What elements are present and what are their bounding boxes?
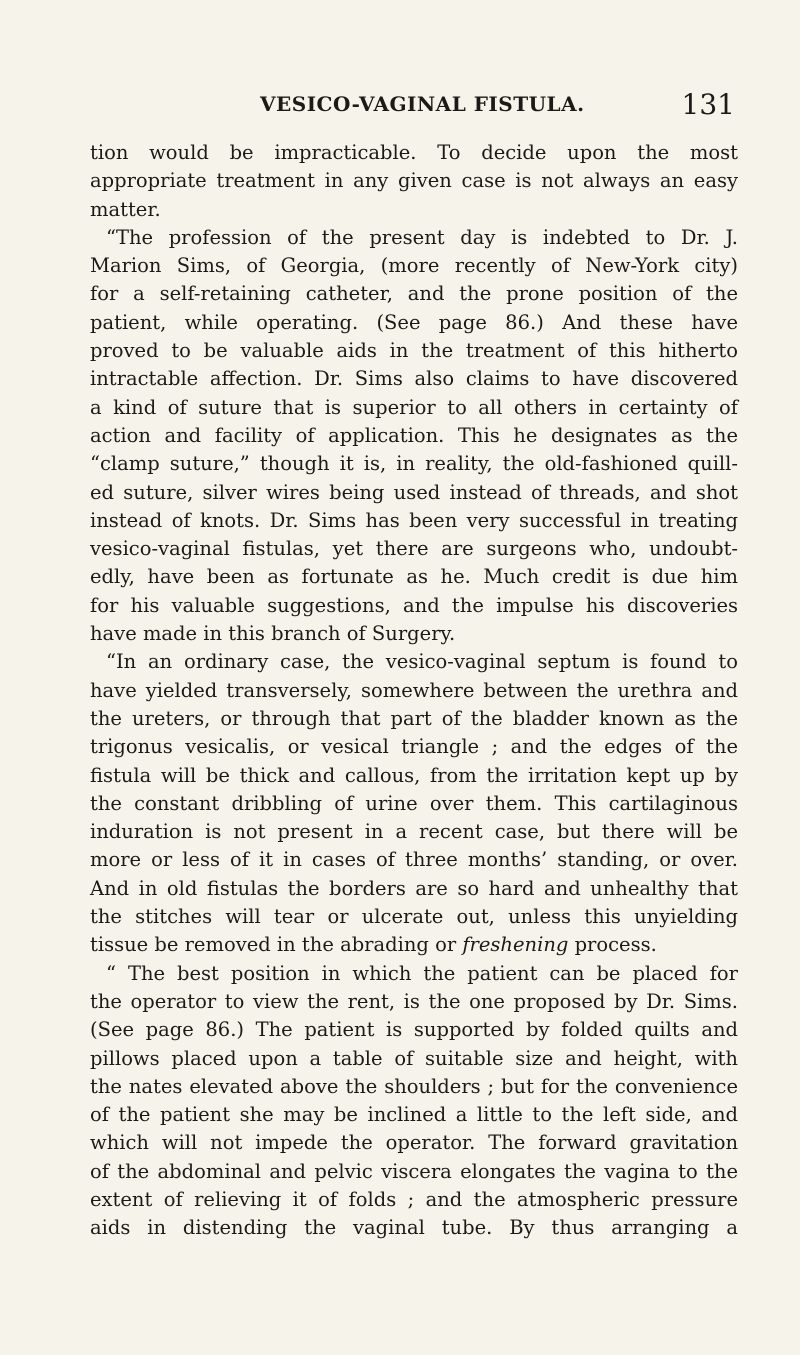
text-line: action and facility of application. This he designates as the — [90, 423, 738, 447]
text-line: (See page 86.) The patient is supported by folded quilts and — [90, 1018, 738, 1042]
text-line: the stitches will tear or ulcerate out, unless this unyielding — [90, 905, 738, 929]
body-text — [90, 139, 738, 1243]
text-line: trigonus vesicalis, or vesical triangle ; and the edges of the — [90, 735, 738, 759]
text-line: of the patient she may be inclined a little to the left side, and — [90, 1103, 738, 1127]
text-line: “ The best position in which the patient can be placed for — [106, 961, 738, 985]
text-line: ed suture, silver wires being used instead of threads, and shot — [90, 480, 738, 504]
text-line: have yielded transversely, somewhere between the urethra and — [90, 678, 738, 702]
text-line: which will not impede the operator. The forward gravitation — [90, 1131, 738, 1155]
running-head — [90, 88, 735, 128]
text-line: pillows placed upon a table of suitable size and height, with — [90, 1046, 738, 1070]
text-line: proved to be valuable aids in the treatment of this hitherto — [90, 339, 738, 363]
text-line: “clamp suture,” though it is, in reality, the old-fashioned quill- — [90, 452, 738, 476]
text-line: And in old fistulas the borders are so hard and unhealthy that — [90, 876, 738, 900]
text-line: tion would be impracticable. To decide upon the most — [90, 141, 738, 164]
text-line: patient, while operating. (See page 86.) And these have — [90, 310, 738, 334]
text-line: edly, have been as fortunate as he. Much credit is due him — [90, 565, 738, 589]
text-line: the nates elevated above the shoulders ; but for the convenience — [90, 1074, 738, 1098]
italic-term: freshening — [462, 933, 569, 957]
text-line: fistula will be thick and callous, from the irritation kept up by — [90, 763, 738, 787]
text-line: Marion Sims, of Georgia, (more recently of New-York city) — [90, 254, 738, 278]
text-line: matter. — [90, 197, 161, 221]
text-line-part: process. — [568, 933, 657, 957]
text-line: vesico-vaginal fistulas, yet there are surgeons who, undoubt- — [90, 537, 738, 561]
text-line: induration is not present in a recent case, but there will be — [90, 820, 738, 844]
text-line: the ureters, or through that part of the bladder known as the — [90, 706, 738, 730]
text-line: of the abdominal and pelvic viscera elongates the vagina to the — [90, 1159, 738, 1183]
running-title: VESICO-VAGINAL FISTULA. — [260, 92, 585, 116]
text-line: have made in this branch of Surgery. — [90, 622, 456, 646]
text-line: extent of relieving it of folds ; and the atmospheric pressure — [90, 1187, 738, 1211]
text-line: instead of knots. Dr. Sims has been very successful in treating — [90, 508, 738, 532]
text-line: for a self-retaining catheter, and the prone position of the — [90, 282, 738, 306]
text-line-part: tissue be removed in the abrading or — [90, 933, 463, 957]
text-line: intractable affection. Dr. Sims also claims to have discovered — [90, 367, 738, 391]
text-line: “In an ordinary case, the vesico-vaginal septum is found to — [106, 650, 738, 674]
text-line — [90, 931, 738, 959]
text-line: for his valuable suggestions, and the impulse his discoveries — [90, 593, 738, 617]
text-line: “The profession of the present day is indebted to Dr. J. — [106, 225, 738, 249]
text-line: the operator to view the rent, is the one proposed by Dr. Sims. — [90, 989, 738, 1013]
text-line: a kind of suture that is superior to all others in certainty of — [90, 395, 738, 419]
text-line: appropriate treatment in any given case is not always an easy — [90, 169, 738, 193]
text-line: the constant dribbling of urine over them. This cartilaginous — [90, 791, 738, 815]
text-line: aids in distending the vaginal tube. By thus arranging a — [90, 1216, 738, 1240]
page-number: 131 — [681, 88, 735, 121]
text-line: more or less of it in cases of three months’ standing, or over. — [90, 848, 738, 872]
